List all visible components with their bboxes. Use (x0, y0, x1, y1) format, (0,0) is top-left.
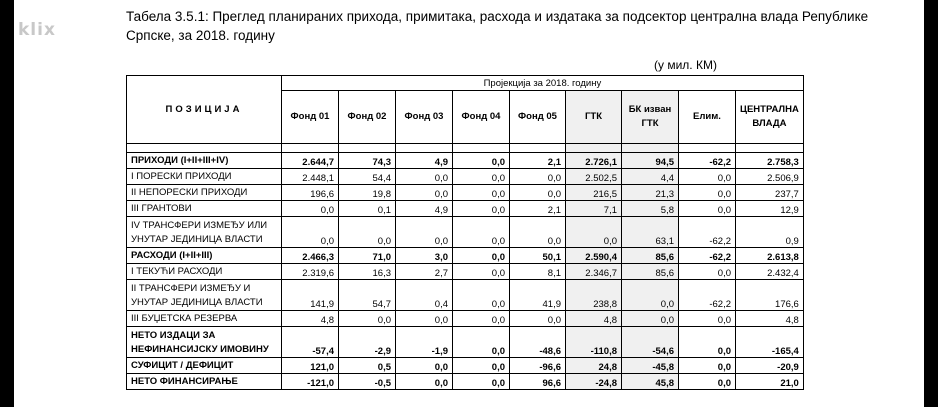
table-cell: -62,2 (679, 280, 736, 311)
table-cell: 2.506,9 (736, 169, 804, 185)
table-cell: 4,8 (282, 311, 339, 327)
table-cell: -54,6 (622, 327, 679, 358)
table-cell: 0,0 (679, 169, 736, 185)
table-cell: 0,0 (453, 280, 510, 311)
table-cell: 0,4 (396, 280, 453, 311)
table-cell: 0,0 (453, 327, 510, 358)
table-cell: 216,5 (566, 185, 622, 201)
unit-label: (у мил. КМ) (654, 58, 717, 72)
table-cell: -62,2 (679, 153, 736, 169)
row-label: I ПОРЕСКИ ПРИХОДИ (127, 169, 282, 185)
table-row (127, 217, 804, 248)
table-row (127, 311, 804, 327)
table-cell: -96,6 (510, 358, 566, 374)
table-cell: 0,0 (453, 217, 510, 248)
table-cell: 0,0 (622, 280, 679, 311)
table-cell: -24,8 (566, 374, 622, 390)
table-cell: 0,5 (339, 358, 396, 374)
table-cell: 50,1 (510, 248, 566, 264)
table-cell: 0,0 (282, 201, 339, 217)
table-row (127, 374, 804, 390)
table-cell: 0,0 (396, 358, 453, 374)
table-cell: 2.726,1 (566, 153, 622, 169)
table-cell: 238,8 (566, 280, 622, 311)
table-cell: 4,9 (396, 153, 453, 169)
column-header: Фонд 01 (282, 91, 339, 144)
table-cell: 74,3 (339, 153, 396, 169)
table-row (127, 248, 804, 264)
document-page (14, 0, 924, 407)
table-cell: 0,0 (396, 374, 453, 390)
column-header: ЦЕНТРАЛНА ВЛАДА (736, 91, 804, 144)
table-cell: 4,4 (622, 169, 679, 185)
table-cell: 41,9 (510, 280, 566, 311)
table-cell: 0,0 (453, 248, 510, 264)
table-cell: 0,0 (453, 201, 510, 217)
table-cell: 0,0 (510, 169, 566, 185)
table-row (127, 153, 804, 169)
column-header: Фонд 02 (339, 91, 396, 144)
table-cell: 2.448,1 (282, 169, 339, 185)
table-cell: 0,0 (396, 185, 453, 201)
table-cell: 71,0 (339, 248, 396, 264)
table-cell: 96,6 (510, 374, 566, 390)
row-label: НЕТО ИЗДАЦИ ЗА НЕФИНАНСИЈСКУ ИМОВИНУ (127, 327, 282, 358)
table-cell: 0,0 (679, 327, 736, 358)
table-cell: 45,8 (622, 374, 679, 390)
table-cell: 12,9 (736, 201, 804, 217)
table-cell: 24,8 (566, 358, 622, 374)
column-header: ГТК (566, 91, 622, 144)
position-header: ПОЗИЦИЈА (127, 76, 282, 144)
table-cell: 2.319,6 (282, 264, 339, 280)
table-cell: 19,8 (339, 185, 396, 201)
row-label: ПРИХОДИ (I+II+III+IV) (127, 153, 282, 169)
table-cell: 0,0 (396, 169, 453, 185)
projection-header: Пројекција за 2018. годину (282, 76, 804, 91)
table-cell: -121,0 (282, 374, 339, 390)
table-cell: 2.346,7 (566, 264, 622, 280)
table-row (127, 201, 804, 217)
column-header: Елим. (679, 91, 736, 144)
table-cell: 3,0 (396, 248, 453, 264)
table-cell: 4,8 (736, 311, 804, 327)
row-label: IV ТРАНСФЕРИ ИЗМЕЂУ ИЛИ УНУТАР ЈЕДИНИЦА ВЛАСТИ (127, 217, 282, 248)
table-cell: 0,0 (339, 217, 396, 248)
table-cell: 0,0 (453, 264, 510, 280)
table-cell: -165,4 (736, 327, 804, 358)
table-cell: 0,9 (736, 217, 804, 248)
row-label: III ГРАНТОВИ (127, 201, 282, 217)
row-label: II ТРАНСФЕРИ ИЗМЕЂУ И УНУТАР ЈЕДИНИЦА ВЛАСТИ (127, 280, 282, 311)
table-body (127, 144, 804, 390)
table-cell: 4,9 (396, 201, 453, 217)
table-cell: 63,1 (622, 217, 679, 248)
table-cell: 0,0 (396, 311, 453, 327)
table-cell: 54,4 (339, 169, 396, 185)
spacer-row (127, 144, 804, 153)
table-cell: 0,0 (679, 201, 736, 217)
table-cell: 54,7 (339, 280, 396, 311)
table-cell: 0,1 (339, 201, 396, 217)
table-cell: 2.590,4 (566, 248, 622, 264)
watermark-logo: klix (18, 20, 56, 40)
table-cell: 2.758,3 (736, 153, 804, 169)
column-header: Фонд 04 (453, 91, 510, 144)
table-cell: 0,0 (453, 311, 510, 327)
column-header: Фонд 03 (396, 91, 453, 144)
table-cell: 2,7 (396, 264, 453, 280)
table-cell: 85,6 (622, 264, 679, 280)
table-cell: 0,0 (282, 217, 339, 248)
table-cell: 0,0 (453, 153, 510, 169)
table-row (127, 358, 804, 374)
column-header: Фонд 05 (510, 91, 566, 144)
table-cell: 237,7 (736, 185, 804, 201)
table-row (127, 280, 804, 311)
table-cell: 0,0 (679, 374, 736, 390)
table-cell: 0,0 (566, 217, 622, 248)
table-cell: 0,0 (510, 311, 566, 327)
table-cell: 2,1 (510, 153, 566, 169)
table-cell: 4,8 (566, 311, 622, 327)
row-label: РАСХОДИ (I+II+III) (127, 248, 282, 264)
table-cell: 21,3 (622, 185, 679, 201)
table-cell: 2.432,4 (736, 264, 804, 280)
row-label: I ТЕКУЋИ РАСХОДИ (127, 264, 282, 280)
table-cell: -62,2 (679, 217, 736, 248)
table-cell: 0,0 (453, 185, 510, 201)
table-cell: -62,2 (679, 248, 736, 264)
table-cell: 196,6 (282, 185, 339, 201)
table-cell: -20,9 (736, 358, 804, 374)
table-cell: 141,9 (282, 280, 339, 311)
column-header: БК изван ГТК (622, 91, 679, 144)
table-cell: -2,9 (339, 327, 396, 358)
table-cell: 21,0 (736, 374, 804, 390)
table-cell: 8,1 (510, 264, 566, 280)
table-cell: 2.466,3 (282, 248, 339, 264)
table-cell: 0,0 (622, 311, 679, 327)
table-cell: 121,0 (282, 358, 339, 374)
table-cell: 5,8 (622, 201, 679, 217)
table-cell: 0,0 (679, 311, 736, 327)
table-cell: 94,5 (622, 153, 679, 169)
table-cell: -57,4 (282, 327, 339, 358)
table-title: Табела 3.5.1: Преглед планираних прихода, примитака, расхода и издатака за подсектор централна влада Републике Српске, за 2018. годину (126, 9, 869, 43)
table-cell: 0,0 (679, 264, 736, 280)
budget-table (126, 75, 804, 390)
table-cell: 2.502,5 (566, 169, 622, 185)
table-row (127, 185, 804, 201)
table-cell: 7,1 (566, 201, 622, 217)
table-cell: 2.613,8 (736, 248, 804, 264)
table-cell: 0,0 (396, 217, 453, 248)
table-cell: 16,3 (339, 264, 396, 280)
table-cell: 0,0 (510, 185, 566, 201)
table-cell: 2.644,7 (282, 153, 339, 169)
table-cell: 0,0 (679, 358, 736, 374)
table-cell: 176,6 (736, 280, 804, 311)
row-label: НЕТО ФИНАНСИРАЊЕ (127, 374, 282, 390)
row-label: СУФИЦИТ / ДЕФИЦИТ (127, 358, 282, 374)
table-cell: 2,1 (510, 201, 566, 217)
table-cell: -45,8 (622, 358, 679, 374)
table-cell: 0,0 (339, 311, 396, 327)
row-label: III БУЏЕТСКА РЕЗЕРВА (127, 311, 282, 327)
table-cell: -1,9 (396, 327, 453, 358)
table-row (127, 264, 804, 280)
table-cell: 85,6 (622, 248, 679, 264)
table-cell: 0,0 (453, 374, 510, 390)
table-cell: 0,0 (453, 169, 510, 185)
table-cell: -110,8 (566, 327, 622, 358)
table-cell: 0,0 (510, 217, 566, 248)
table-row (127, 169, 804, 185)
row-label: II НЕПОРЕСКИ ПРИХОДИ (127, 185, 282, 201)
table-cell: 0,0 (679, 185, 736, 201)
table-cell: -48,6 (510, 327, 566, 358)
table-cell: -0,5 (339, 374, 396, 390)
table-cell: 0,0 (453, 358, 510, 374)
table-row (127, 327, 804, 358)
